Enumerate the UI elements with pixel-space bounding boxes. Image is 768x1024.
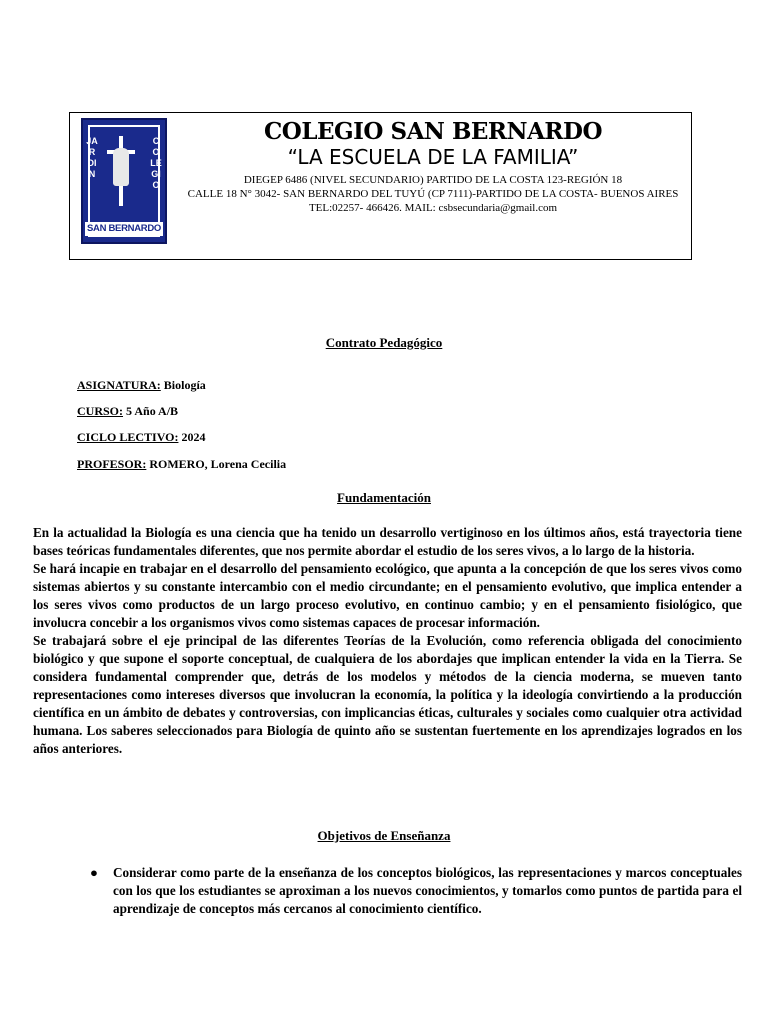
header-text [180,117,686,215]
item-value: 2024 [178,430,206,444]
item-asignatura [33,377,206,393]
item-label: CURSO: [77,404,124,418]
logo-banner: SAN BERNARDO [87,223,161,234]
item-profesor [33,456,286,472]
item-label: ASIGNATURA: [77,378,161,392]
objetivos-list [90,864,742,918]
section-heading-objetivos: Objetivos de Enseñanza [317,828,451,843]
item-curso [33,403,178,419]
paragraph: Se trabajará sobre el eje principal de las diferentes Teorías de la Evolución, como referencia obligada del conocimiento biológico y que supone el soporte conceptual, de cualquiera de los abordajes que implican entender la vida en la Tierra. Se considera fundamental comprender que, detrás de los modelos y métodos de la ciencia moderna, se mueven tanto representaciones como intereses diversos que involucran la economía, la política y la ideología convirtiendo a la producción científica en un ámbito de debates y controversias, con implicancias éticas, culturales y sociales como cualquier otra actividad humana. Los saberes seleccionados para Biología de quinto año se sustentan fuertemente en los aprendizajes logrados en los años anteriores. [33,633,742,756]
info-line-3: TEL:02257- 466426. MAIL: csbsecundaria@gmail.com [308,202,558,214]
item-value: ROMERO, Lorena Cecilia [146,457,287,471]
school-motto: “LA ESCUELA DE LA FAMILIA” [287,145,579,169]
item-value: Biología [160,378,206,392]
document-title: Contrato Pedagógico [325,335,443,350]
item-label: CICLO LECTIVO: [77,430,179,444]
item-ciclo-lectivo [33,429,205,445]
list-item [90,864,742,918]
logo-right-text: COLEGIO [150,136,162,190]
info-line-2: CALLE 18 N° 3042- SAN BERNARDO DEL TUYÚ (CP 7111)-PARTIDO DE LA COSTA- BUENOS AIRES [187,188,679,200]
header-box [69,112,692,260]
info-line-1: DIEGEP 6486 (NIVEL SECUNDARIO) PARTIDO DE LA COSTA 123-REGIÓN 18 [243,174,623,186]
paragraph: Se hará incapie en trabajar en el desarrollo del pensamiento ecológico, que apunta a la concepción de que los seres vivos como sistemas abiertos y su constante intercambio con el medio circundante; en el pensamiento evolutivo, que implica entender a los seres vivos como productos de un largo proceso evolutivo, en continuo cambio; y en el pensamiento fisiológico, que involucra concebir a los organismos vivos como sistemas capaces de procesar información. [33,561,742,630]
item-value: 5 Año A/B [123,404,179,418]
school-name: COLEGIO SAN BERNARDO [263,118,603,145]
figure-icon [113,148,129,186]
section-heading-fundamentacion: Fundamentación [337,490,431,505]
list-item-text: Considerar como parte de la enseñanza de los conceptos biológicos, las representaciones y marcos conceptuales con los que los estudiantes se aproximan a los nuevos conocimientos, y tomarlos como puntos de partida para el aprendizaje de conceptos más cercanos al conocimiento científico. [113,865,742,916]
logo-left-text: JARDIN [86,136,98,179]
school-logo [81,118,167,244]
bullet-icon: ● [90,865,98,880]
fundamentacion-body [33,524,742,758]
paragraph: En la actualidad la Biología es una ciencia que ha tenido un desarrollo vertiginoso en los últimos años, está trayectoria tiene bases teóricas fundamentales diferentes, que nos permite abordar el estudio de los seres vivos, a lo largo de la historia. [33,525,742,558]
item-label: PROFESOR: [77,457,147,471]
